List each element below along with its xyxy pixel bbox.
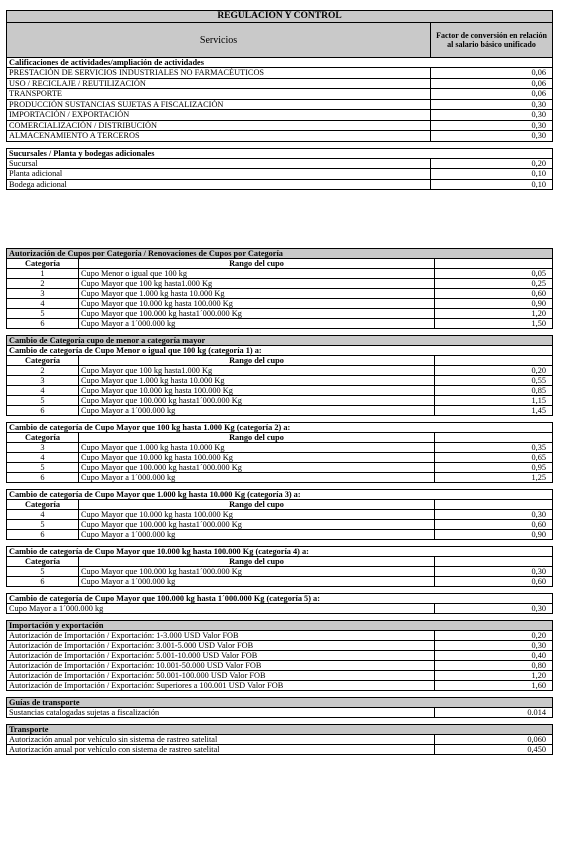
- col-header-rango: Rango del cupo: [79, 500, 435, 510]
- table-row: [7, 520, 553, 530]
- row-value: 0.014: [435, 708, 553, 718]
- row-range: Cupo Mayor que 100 kg hasta1.000 Kg: [79, 366, 435, 376]
- row-value: 0,30: [431, 99, 553, 110]
- table-row: [7, 651, 553, 661]
- row-cat: 5: [7, 396, 79, 406]
- row-range: Cupo Mayor que 100.000 kg hasta1´000.000 Kg: [79, 463, 435, 473]
- row-range: Cupo Mayor que 1.000 kg hasta 10.000 Kg: [79, 443, 435, 453]
- row-value: 0,30: [431, 110, 553, 121]
- section-title-importacion: Importación y exportación: [7, 621, 553, 631]
- row-value: 0,30: [431, 120, 553, 131]
- row-cat: 5: [7, 463, 79, 473]
- table-row: [7, 376, 553, 386]
- table-row: [7, 453, 553, 463]
- table-row: [7, 169, 553, 180]
- row-label: Sustancias catalogadas sujetas a fiscalización: [7, 708, 435, 718]
- row-label: Autorización de Importación / Exportación: 1-3.000 USD Valor FOB: [7, 631, 435, 641]
- row-cat: 6: [7, 577, 79, 587]
- services-table: [6, 10, 553, 190]
- row-value: 1,50: [435, 319, 553, 329]
- row-range: Cupo Mayor que 10.000 kg hasta 100.000 Kg: [79, 299, 435, 309]
- table-row: [7, 386, 553, 396]
- row-range: Cupo Mayor que 100.000 kg hasta1´000.000 Kg: [79, 396, 435, 406]
- section-title-transporte: Transporte: [7, 725, 553, 735]
- col-header-categoria: Categoría: [7, 557, 79, 567]
- table-row: [7, 269, 553, 279]
- row-cat: 5: [7, 567, 79, 577]
- row-label: PRESTACIÓN DE SERVICIOS INDUSTRIALES NO FARMACÉUTICOS: [7, 68, 431, 79]
- row-cat: 6: [7, 530, 79, 540]
- row-cat: 4: [7, 510, 79, 520]
- row-value: 0,40: [435, 651, 553, 661]
- row-range: Cupo Mayor a 1´000.000 kg: [79, 577, 435, 587]
- spacer-row: [7, 141, 553, 148]
- row-value: 0,80: [435, 661, 553, 671]
- row-cat: 4: [7, 386, 79, 396]
- row-label: Autorización de Importación / Exportación: 3.001-5.000 USD Valor FOB: [7, 641, 435, 651]
- col-header-rango: Rango del cupo: [79, 557, 435, 567]
- spacer-row: [7, 718, 553, 725]
- col-header-rango: Rango del cupo: [79, 259, 435, 269]
- row-value: 0,60: [435, 289, 553, 299]
- row-value: 1,20: [435, 309, 553, 319]
- row-range: Cupo Mayor que 1.000 kg hasta 10.000 Kg: [79, 289, 435, 299]
- table-row: [7, 671, 553, 681]
- spacer-row: [7, 483, 553, 490]
- table-row: [7, 158, 553, 169]
- subsection-title-cat2: Cambio de categoría de Cupo Mayor que 100 kg hasta 1.000 Kg (categoría 2) a:: [7, 423, 553, 433]
- table-row: [7, 179, 553, 190]
- row-cat: 4: [7, 299, 79, 309]
- col-header-rango: Rango del cupo: [79, 433, 435, 443]
- table-row: [7, 289, 553, 299]
- row-value: 0,10: [431, 169, 553, 180]
- row-cat: 3: [7, 289, 79, 299]
- section-title-calificaciones: Calificaciones de actividades/ampliación de actividades: [7, 58, 553, 68]
- spacer-row: [7, 691, 553, 698]
- table-row: [7, 120, 553, 131]
- row-label: Sucursal: [7, 158, 431, 169]
- row-value: 0,20: [435, 631, 553, 641]
- row-cat: 5: [7, 520, 79, 530]
- subsection-title-cat1: Cambio de categoría de Cupo Menor o igual que 100 kg (categoría 1) a:: [7, 346, 553, 356]
- row-range: Cupo Mayor a 1´000.000 kg: [79, 530, 435, 540]
- table-row: [7, 631, 553, 641]
- table-row: [7, 681, 553, 691]
- page-title: REGULACIÓN Y CONTROL: [7, 11, 553, 23]
- table-row: [7, 510, 553, 520]
- row-label: Bodega adicional: [7, 179, 431, 190]
- row-value: 0,30: [435, 641, 553, 651]
- table-row: [7, 708, 553, 718]
- row-value: 0,06: [431, 68, 553, 79]
- row-label: Autorización de Importación / Exportación: 10.001-50.000 USD Valor FOB: [7, 661, 435, 671]
- row-value: 1,60: [435, 681, 553, 691]
- table-row: [7, 279, 553, 289]
- spacer-row: [7, 587, 553, 594]
- col-header-categoria: Categoría: [7, 356, 79, 366]
- row-cat: 2: [7, 366, 79, 376]
- section-title-cambio-categoria: Cambio de Categoría cupo de menor a categoría mayor: [7, 336, 553, 346]
- row-label: TRANSPORTE: [7, 89, 431, 100]
- subsection-title-cat5: Cambio de categoría de Cupo Mayor que 100.000 kg hasta 1´000.000 Kg (categoría 5) a:: [7, 594, 553, 604]
- empty-cell: [435, 356, 553, 366]
- row-cat: 6: [7, 406, 79, 416]
- row-range: Cupo Mayor que 100.000 kg hasta1´000.000 Kg: [79, 567, 435, 577]
- row-value: 0,10: [431, 179, 553, 190]
- row-label: Autorización de Importación / Exportación: Superiores a 100.001 USD Valor FOB: [7, 681, 435, 691]
- spacer-row: [7, 614, 553, 621]
- section-title-autorizacion-cupos: Autorización de Cupos por Categoría / Renovaciones de Cupos por Categoría: [7, 249, 553, 259]
- table-row: [7, 530, 553, 540]
- row-range: Cupo Mayor a 1´000.000 kg: [79, 406, 435, 416]
- spacer-row: [7, 416, 553, 423]
- row-range: Cupo Mayor que 1.000 kg hasta 10.000 Kg: [79, 376, 435, 386]
- section-title-guias: Guías de transporte: [7, 698, 553, 708]
- table-row: [7, 604, 553, 614]
- col-header-categoria: Categoría: [7, 259, 79, 269]
- empty-cell: [435, 500, 553, 510]
- empty-cell: [435, 259, 553, 269]
- row-label: Autorización de Importación / Exportación: 50.001-100.000 USD Valor FOB: [7, 671, 435, 681]
- row-cat: 3: [7, 443, 79, 453]
- table-row: [7, 309, 553, 319]
- row-label: COMERCIALIZACIÓN / DISTRIBUCIÓN: [7, 120, 431, 131]
- row-cat: 6: [7, 473, 79, 483]
- row-value: 0,06: [431, 78, 553, 89]
- row-range: Cupo Mayor que 100.000 kg hasta1´000.000 Kg: [79, 520, 435, 530]
- row-range: Cupo Mayor que 100.000 kg hasta1´000.000 Kg: [79, 309, 435, 319]
- row-value: 1,45: [435, 406, 553, 416]
- row-value: 0,30: [435, 567, 553, 577]
- row-range: Cupo Mayor a 1´000.000 kg: [79, 473, 435, 483]
- table-row: [7, 68, 553, 79]
- spacer-row: [7, 540, 553, 547]
- table-row: [7, 406, 553, 416]
- table-row: [7, 99, 553, 110]
- row-range: Cupo Mayor que 10.000 kg hasta 100.000 Kg: [79, 386, 435, 396]
- col-header-rango: Rango del cupo: [79, 356, 435, 366]
- col-header-categoria: Categoría: [7, 433, 79, 443]
- row-label: Planta adicional: [7, 169, 431, 180]
- row-label: Autorización anual por vehículo sin sistema de rastreo satelital: [7, 735, 435, 745]
- row-range: Cupo Mayor a 1´000.000 kg: [7, 604, 435, 614]
- row-range: Cupo Mayor a 1´000.000 kg: [79, 319, 435, 329]
- row-cat: 4: [7, 453, 79, 463]
- services-header: Servicios: [7, 23, 431, 58]
- table-row: [7, 89, 553, 100]
- row-value: 1,15: [435, 396, 553, 406]
- row-value: 0,35: [435, 443, 553, 453]
- table-row: [7, 641, 553, 651]
- row-value: 0,25: [435, 279, 553, 289]
- row-value: 0,30: [435, 604, 553, 614]
- row-value: 0,05: [435, 269, 553, 279]
- row-value: 0,450: [435, 745, 553, 755]
- factor-header: Factor de conversión en relación al salario básico unificado: [431, 23, 553, 58]
- row-value: 0,06: [431, 89, 553, 100]
- categories-table: [6, 248, 553, 755]
- row-label: ALMACENAMIENTO A TERCEROS: [7, 131, 431, 142]
- row-range: Cupo Mayor que 10.000 kg hasta 100.000 Kg: [79, 453, 435, 463]
- section-title-sucursales: Sucursales / Planta y bodegas adicionales: [7, 148, 553, 158]
- row-value: 0,60: [435, 520, 553, 530]
- row-cat: 1: [7, 269, 79, 279]
- table-row: [7, 567, 553, 577]
- row-value: 0,90: [435, 299, 553, 309]
- row-range: Cupo Menor o igual que 100 kg: [79, 269, 435, 279]
- table-row: [7, 396, 553, 406]
- row-value: 0,60: [435, 577, 553, 587]
- row-value: 1,20: [435, 671, 553, 681]
- row-label: Autorización anual por vehículo con sistema de rastreo satelital: [7, 745, 435, 755]
- col-header-categoria: Categoría: [7, 500, 79, 510]
- empty-cell: [435, 433, 553, 443]
- row-value: 0,85: [435, 386, 553, 396]
- row-cat: 2: [7, 279, 79, 289]
- table-row: [7, 443, 553, 453]
- row-label: PRODUCCIÓN SUSTANCIAS SUJETAS A FISCALIZACIÓN: [7, 99, 431, 110]
- table-row: [7, 110, 553, 121]
- row-value: 0,30: [435, 510, 553, 520]
- table-row: [7, 463, 553, 473]
- table-row: [7, 131, 553, 142]
- empty-cell: [435, 557, 553, 567]
- table-row: [7, 661, 553, 671]
- table-row: [7, 299, 553, 309]
- row-value: 0,30: [431, 131, 553, 142]
- table-row: [7, 473, 553, 483]
- row-label: IMPORTACIÓN / EXPORTACIÓN: [7, 110, 431, 121]
- row-value: 0,65: [435, 453, 553, 463]
- row-cat: 3: [7, 376, 79, 386]
- row-value: 0,20: [431, 158, 553, 169]
- table-row: [7, 78, 553, 89]
- row-value: 0,060: [435, 735, 553, 745]
- row-value: 0,55: [435, 376, 553, 386]
- row-value: 1,25: [435, 473, 553, 483]
- row-label: USO / RECICLAJE / REUTILIZACIÓN: [7, 78, 431, 89]
- row-range: Cupo Mayor que 10.000 kg hasta 100.000 Kg: [79, 510, 435, 520]
- table-row: [7, 577, 553, 587]
- table-row: [7, 735, 553, 745]
- subsection-title-cat4: Cambio de categoría de Cupo Mayor que 10.000 kg hasta 100.000 Kg (categoría 4) a:: [7, 547, 553, 557]
- row-range: Cupo Mayor que 100 kg hasta1.000 Kg: [79, 279, 435, 289]
- row-value: 0,95: [435, 463, 553, 473]
- table-row: [7, 366, 553, 376]
- row-cat: 6: [7, 319, 79, 329]
- spacer-row: [7, 329, 553, 336]
- table-row: [7, 319, 553, 329]
- table-row: [7, 745, 553, 755]
- row-label: Autorización de Importación / Exportación: 5.001-10.000 USD Valor FOB: [7, 651, 435, 661]
- subsection-title-cat3: Cambio de categoría de Cupo Mayor que 1.000 kg hasta 10.000 Kg (categoría 3) a:: [7, 490, 553, 500]
- row-cat: 5: [7, 309, 79, 319]
- row-value: 0,90: [435, 530, 553, 540]
- row-value: 0,20: [435, 366, 553, 376]
